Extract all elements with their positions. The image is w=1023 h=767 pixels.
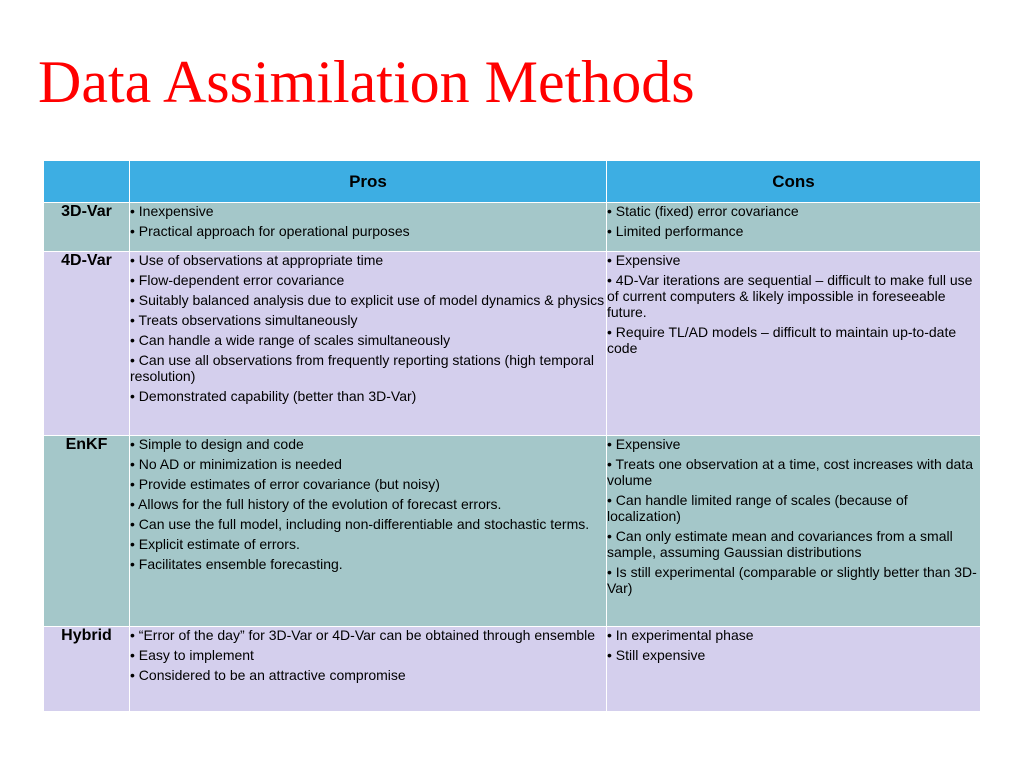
cons-item: • Expensive: [607, 436, 681, 452]
pros-item: • Simple to design and code: [130, 436, 304, 452]
pros-item: • Facilitates ensemble forecasting.: [130, 556, 343, 572]
pros-item: • “Error of the day” for 3D-Var or 4D-Var can be obtained through ensemble: [130, 627, 596, 643]
cons-item: • Static (fixed) error covariance: [607, 203, 799, 219]
pros-item: • Practical approach for operational purposes: [130, 223, 410, 239]
pros-cell: [130, 203, 607, 252]
method-name: Hybrid: [44, 627, 130, 712]
cons-item: • Treats one observation at a time, cost increases with data volume: [607, 456, 973, 488]
table-header-row: [44, 161, 981, 203]
pros-item: • Demonstrated capability (better than 3D-Var): [130, 388, 417, 404]
pros-cell: [130, 436, 607, 627]
header-cons: Cons: [607, 161, 981, 203]
method-name: 3D-Var: [44, 203, 130, 252]
table-row-enkf: [44, 436, 981, 627]
method-name: EnKF: [44, 436, 130, 627]
pros-item: • Provide estimates of error covariance (but noisy): [130, 476, 440, 492]
cons-item: • Can only estimate mean and covariances from a small sample, assuming Gaussian distributions: [607, 528, 953, 560]
cons-item: • Can handle limited range of scales (because of localization): [607, 492, 908, 524]
cons-cell: [607, 627, 981, 712]
cons-item: • 4D-Var iterations are sequential – difficult to make full use of current computers & likely impossible in foreseeable future.: [607, 272, 973, 320]
pros-item: • Inexpensive: [130, 203, 214, 219]
cons-item: • Is still experimental (comparable or slightly better than 3D-Var): [607, 564, 977, 596]
pros-item: • Considered to be an attractive compromise: [130, 667, 406, 683]
pros-item: • No AD or minimization is needed: [130, 456, 342, 472]
pros-item: • Treats observations simultaneously: [130, 312, 358, 328]
pros-cell: [130, 252, 607, 436]
header-pros: Pros: [130, 161, 607, 203]
pros-item: • Allows for the full history of the evolution of forecast errors.: [130, 496, 502, 512]
cons-item: • Require TL/AD models – difficult to maintain up-to-date code: [607, 324, 957, 356]
pros-item: • Flow-dependent error covariance: [130, 272, 345, 288]
pros-cell: [130, 627, 607, 712]
pros-item: • Use of observations at appropriate time: [130, 252, 384, 268]
table-row-4dvar: [44, 252, 981, 436]
pros-item: • Easy to implement: [130, 647, 254, 663]
cons-item: • Still expensive: [607, 647, 706, 663]
pros-item: • Can use the full model, including non-differentiable and stochastic terms.: [130, 516, 590, 532]
cons-item: • Expensive: [607, 252, 681, 268]
cons-cell: [607, 436, 981, 627]
table-row-3dvar: [44, 203, 981, 252]
pros-item: • Can handle a wide range of scales simultaneously: [130, 332, 451, 348]
slide-title: Data Assimilation Methods: [38, 49, 695, 115]
header-method: [44, 161, 130, 203]
cons-cell: [607, 203, 981, 252]
table-row-hybrid: [44, 627, 981, 712]
cons-item: • Limited performance: [607, 223, 744, 239]
methods-table: [43, 160, 981, 712]
cons-item: • In experimental phase: [607, 627, 754, 643]
pros-item: • Suitably balanced analysis due to explicit use of model dynamics & physics: [130, 292, 605, 308]
pros-item: • Explicit estimate of errors.: [130, 536, 300, 552]
method-name: 4D-Var: [44, 252, 130, 436]
cons-cell: [607, 252, 981, 436]
pros-item: • Can use all observations from frequently reporting stations (high temporal resolution): [130, 352, 595, 384]
